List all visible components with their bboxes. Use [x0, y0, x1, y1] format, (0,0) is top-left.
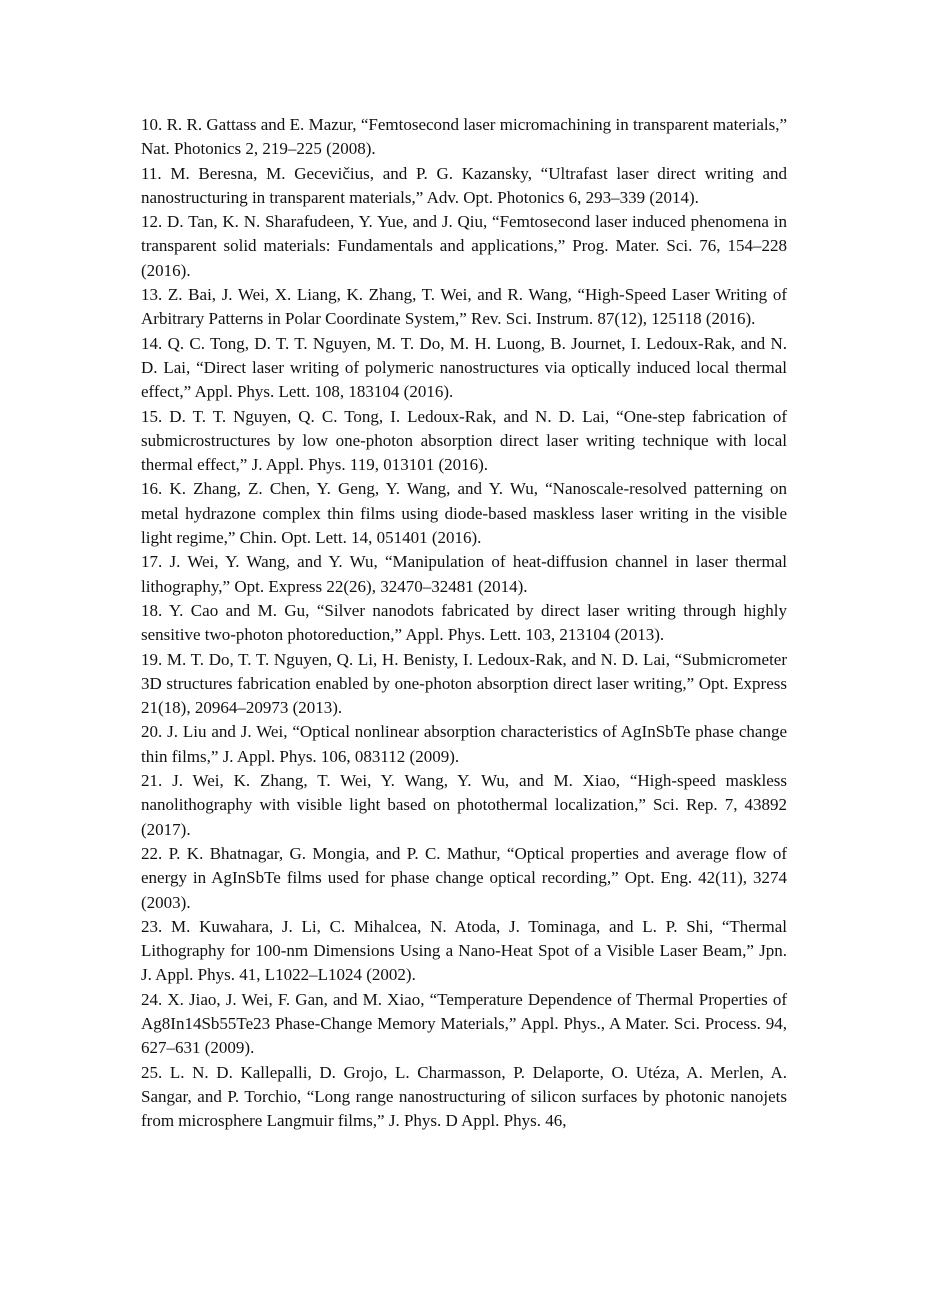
- reference-item: 12. D. Tan, K. N. Sharafudeen, Y. Yue, and J. Qiu, “Femtosecond laser induced phenomena in transparent solid materials: Fundamentals and applications,” Prog. Mater. Sci. 76, 154–228 (2016).: [141, 212, 787, 280]
- reference-item: 17. J. Wei, Y. Wang, and Y. Wu, “Manipulation of heat-diffusion channel in laser thermal lithography,” Opt. Express 22(26), 32470–32481 (2014).: [141, 552, 787, 596]
- reference-item: 16. K. Zhang, Z. Chen, Y. Geng, Y. Wang, and Y. Wu, “Nanoscale-resolved patterning on metal hydrazone complex thin films using diode-based maskless laser writing in the visible light regime,” Chin. Opt. Lett. 14, 051401 (2016).: [141, 479, 787, 548]
- reference-item: 19. M. T. Do, T. T. Nguyen, Q. Li, H. Benisty, I. Ledoux-Rak, and N. D. Lai, “Submicrometer 3D structures fabrication enabled by one-photon absorption direct laser writing,” Opt. Express 21(18), 20964–20973 (2013).: [141, 649, 787, 718]
- reference-item: 24. X. Jiao, J. Wei, F. Gan, and M. Xiao, “Temperature Dependence of Thermal Properties of Ag8In14Sb55Te23 Phase-Change Memory Materials,” Appl. Phys., A Mater. Sci. Process. 94, 627–631 (2009).: [141, 989, 787, 1058]
- reference-item: 21. J. Wei, K. Zhang, T. Wei, Y. Wang, Y. Wu, and M. Xiao, “High-speed maskless nanolithography with visible light based on photothermal localization,” Sci. Rep. 7, 43892 (2017).: [141, 771, 787, 839]
- reference-item: 22. P. K. Bhatnagar, G. Mongia, and P. C. Mathur, “Optical properties and average flow of energy in AgInSbTe films used for phase change optical recording,” Opt. Eng. 42(11), 3274 (2003).: [141, 843, 787, 912]
- reference-item: 25. L. N. D. Kallepalli, D. Grojo, L. Charmasson, P. Delaporte, O. Utéza, A. Merlen, A. Sangar, and P. Torchio, “Long range nanostructuring of silicon surfaces by photonic nanojets from microsphere Langmuir films,” J. Phys. D Appl. Phys. 46,: [141, 1062, 787, 1131]
- reference-item: 15. D. T. T. Nguyen, Q. C. Tong, I. Ledoux-Rak, and N. D. Lai, “One-step fabrication of submicrostructures by low one-photon absorption direct laser writing technique with local thermal effect,” J. Appl. Phys. 119, 013101 (2016).: [141, 406, 787, 475]
- reference-item: 18. Y. Cao and M. Gu, “Silver nanodots fabricated by direct laser writing through highly sensitive two-photon photoreduction,” Appl. Phys. Lett. 103, 213104 (2013).: [141, 600, 787, 645]
- reference-item: 23. M. Kuwahara, J. Li, C. Mihalcea, N. Atoda, J. Tominaga, and L. P. Shi, “Thermal Lithography for 100-nm Dimensions Using a Nano-Heat Spot of a Visible Laser Beam,” Jpn. J. Appl. Phys. 41, L1022–L1024 (2002).: [141, 916, 787, 985]
- reference-item: 10. R. R. Gattass and E. Mazur, “Femtosecond laser micromachining in transparent materials,” Nat. Photonics 2, 219–225 (2008).: [141, 115, 787, 159]
- reference-item: 11. M. Beresna, M. Gecevičius, and P. G. Kazansky, “Ultrafast laser direct writing and nanostructuring in transparent materials,” Adv. Opt. Photonics 6, 293–339 (2014).: [141, 163, 787, 207]
- reference-item: 20. J. Liu and J. Wei, “Optical nonlinear absorption characteristics of AgInSbTe phase change thin films,” J. Appl. Phys. 106, 083112 (2009).: [141, 722, 787, 766]
- reference-item: 14. Q. C. Tong, D. T. T. Nguyen, M. T. Do, M. H. Luong, B. Journet, I. Ledoux-Rak, and N. D. Lai, “Direct laser writing of polymeric nanostructures via optically induced local thermal effect,” Appl. Phys. Lett. 108, 183104 (2016).: [141, 333, 787, 402]
- reference-list: [141, 113, 787, 1133]
- reference-item: 13. Z. Bai, J. Wei, X. Liang, K. Zhang, T. Wei, and R. Wang, “High-Speed Laser Writing of Arbitrary Patterns in Polar Coordinate System,” Rev. Sci. Instrum. 87(12), 125118 (2016).: [141, 285, 787, 329]
